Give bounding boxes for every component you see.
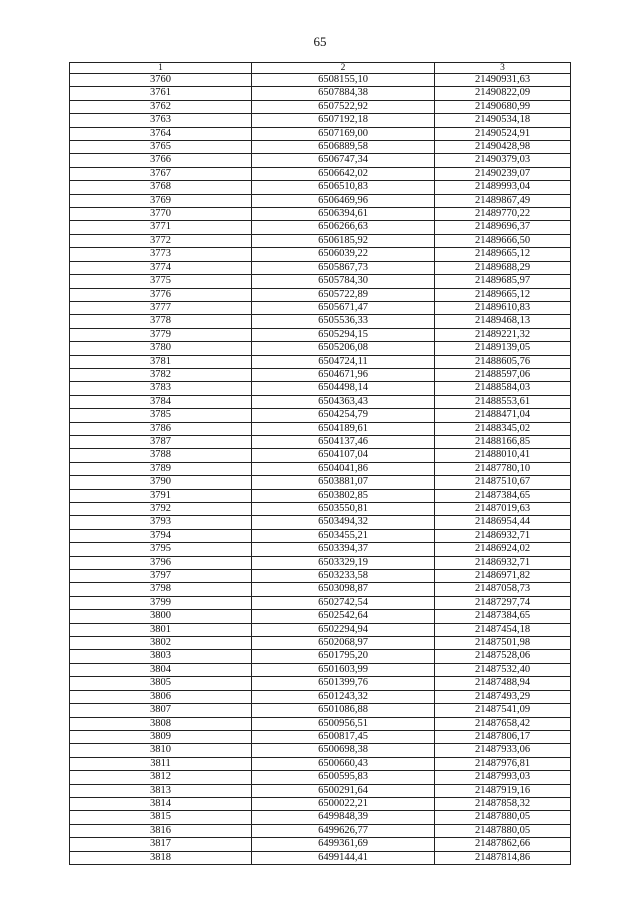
- point-number-cell: 3812: [70, 771, 252, 784]
- x-coordinate-cell: 6505536,33: [252, 315, 435, 328]
- table-row: [70, 677, 571, 690]
- table-row: [70, 355, 571, 368]
- x-coordinate-cell: 6506469,96: [252, 194, 435, 207]
- y-coordinate-cell: 21487862,66: [435, 838, 571, 851]
- x-coordinate-cell: 6506642,02: [252, 167, 435, 180]
- y-coordinate-cell: 21487384,65: [435, 489, 571, 502]
- y-coordinate-cell: 21488584,03: [435, 382, 571, 395]
- x-coordinate-cell: 6502742,54: [252, 596, 435, 609]
- y-coordinate-cell: 21489685,97: [435, 275, 571, 288]
- point-number-cell: 3794: [70, 529, 252, 542]
- y-coordinate-cell: 21487919,16: [435, 784, 571, 797]
- point-number-cell: 3813: [70, 784, 252, 797]
- point-number-cell: 3803: [70, 650, 252, 663]
- x-coordinate-cell: 6505784,30: [252, 275, 435, 288]
- point-number-cell: 3787: [70, 435, 252, 448]
- table-row: [70, 637, 571, 650]
- table-row: [70, 288, 571, 301]
- table-row: [70, 529, 571, 542]
- x-coordinate-cell: 6504498,14: [252, 382, 435, 395]
- y-coordinate-cell: 21490428,98: [435, 141, 571, 154]
- table-row: [70, 476, 571, 489]
- table-row: [70, 690, 571, 703]
- x-coordinate-cell: 6503329,19: [252, 556, 435, 569]
- point-number-cell: 3780: [70, 342, 252, 355]
- x-coordinate-cell: 6508155,10: [252, 74, 435, 87]
- table-row: [70, 100, 571, 113]
- point-number-cell: 3774: [70, 261, 252, 274]
- table-row: [70, 127, 571, 140]
- x-coordinate-cell: 6505294,15: [252, 328, 435, 341]
- x-coordinate-cell: 6507192,18: [252, 114, 435, 127]
- table-row: [70, 328, 571, 341]
- table-row: [70, 851, 571, 864]
- point-number-cell: 3797: [70, 570, 252, 583]
- x-coordinate-cell: 6504107,04: [252, 449, 435, 462]
- y-coordinate-cell: 21487858,32: [435, 797, 571, 810]
- y-coordinate-cell: 21486954,44: [435, 516, 571, 529]
- point-number-cell: 3785: [70, 409, 252, 422]
- column-header-1: 1: [70, 63, 252, 74]
- table-row: [70, 489, 571, 502]
- y-coordinate-cell: 21487880,05: [435, 824, 571, 837]
- x-coordinate-cell: 6507884,38: [252, 87, 435, 100]
- y-coordinate-cell: 21488553,61: [435, 395, 571, 408]
- x-coordinate-cell: 6500817,45: [252, 730, 435, 743]
- point-number-cell: 3767: [70, 167, 252, 180]
- table-row: [70, 342, 571, 355]
- y-coordinate-cell: 21486932,71: [435, 529, 571, 542]
- y-coordinate-cell: 21490379,03: [435, 154, 571, 167]
- table-row: [70, 650, 571, 663]
- table-row: [70, 141, 571, 154]
- table-row: [70, 194, 571, 207]
- table-row: [70, 275, 571, 288]
- table-row: [70, 610, 571, 623]
- table-row: [70, 516, 571, 529]
- y-coordinate-cell: 21489867,49: [435, 194, 571, 207]
- table-row: [70, 838, 571, 851]
- table-row: [70, 717, 571, 730]
- point-number-cell: 3818: [70, 851, 252, 864]
- table-row: [70, 261, 571, 274]
- point-number-cell: 3791: [70, 489, 252, 502]
- point-number-cell: 3793: [70, 516, 252, 529]
- x-coordinate-cell: 6500698,38: [252, 744, 435, 757]
- point-number-cell: 3771: [70, 221, 252, 234]
- y-coordinate-cell: 21487933,06: [435, 744, 571, 757]
- point-number-cell: 3772: [70, 234, 252, 247]
- point-number-cell: 3788: [70, 449, 252, 462]
- y-coordinate-cell: 21489468,13: [435, 315, 571, 328]
- x-coordinate-cell: 6506394,61: [252, 208, 435, 221]
- point-number-cell: 3763: [70, 114, 252, 127]
- point-number-cell: 3773: [70, 248, 252, 261]
- point-number-cell: 3796: [70, 556, 252, 569]
- point-number-cell: 3790: [70, 476, 252, 489]
- x-coordinate-cell: 6505722,89: [252, 288, 435, 301]
- y-coordinate-cell: 21489688,29: [435, 261, 571, 274]
- y-coordinate-cell: 21487976,81: [435, 757, 571, 770]
- point-number-cell: 3809: [70, 730, 252, 743]
- y-coordinate-cell: 21489610,83: [435, 301, 571, 314]
- table-row: [70, 409, 571, 422]
- y-coordinate-cell: 21487501,98: [435, 637, 571, 650]
- table-row: [70, 114, 571, 127]
- x-coordinate-cell: 6506889,58: [252, 141, 435, 154]
- table-row: [70, 87, 571, 100]
- y-coordinate-cell: 21487488,94: [435, 677, 571, 690]
- x-coordinate-cell: 6504363,43: [252, 395, 435, 408]
- x-coordinate-cell: 6499144,41: [252, 851, 435, 864]
- x-coordinate-cell: 6506747,34: [252, 154, 435, 167]
- y-coordinate-cell: 21489666,50: [435, 234, 571, 247]
- x-coordinate-cell: 6503394,37: [252, 543, 435, 556]
- table-row: [70, 797, 571, 810]
- y-coordinate-cell: 21487880,05: [435, 811, 571, 824]
- table-row: [70, 744, 571, 757]
- point-number-cell: 3798: [70, 583, 252, 596]
- table-row: [70, 556, 571, 569]
- x-coordinate-cell: 6501086,88: [252, 704, 435, 717]
- point-number-cell: 3804: [70, 663, 252, 676]
- y-coordinate-cell: 21487532,40: [435, 663, 571, 676]
- table-row: [70, 771, 571, 784]
- table-row: [70, 543, 571, 556]
- y-coordinate-cell: 21489221,32: [435, 328, 571, 341]
- point-number-cell: 3778: [70, 315, 252, 328]
- y-coordinate-cell: 21487454,18: [435, 623, 571, 636]
- x-coordinate-cell: 6499626,77: [252, 824, 435, 837]
- x-coordinate-cell: 6506510,83: [252, 181, 435, 194]
- x-coordinate-cell: 6505671,47: [252, 301, 435, 314]
- y-coordinate-cell: 21488010,41: [435, 449, 571, 462]
- x-coordinate-cell: 6503098,87: [252, 583, 435, 596]
- table-row: [70, 811, 571, 824]
- x-coordinate-cell: 6505206,08: [252, 342, 435, 355]
- y-coordinate-cell: 21490239,07: [435, 167, 571, 180]
- x-coordinate-cell: 6501243,32: [252, 690, 435, 703]
- table-row: [70, 596, 571, 609]
- x-coordinate-cell: 6499848,39: [252, 811, 435, 824]
- x-coordinate-cell: 6504671,96: [252, 368, 435, 381]
- table-row: [70, 74, 571, 87]
- x-coordinate-cell: 6504041,86: [252, 462, 435, 475]
- y-coordinate-cell: 21487510,67: [435, 476, 571, 489]
- point-number-cell: 3777: [70, 301, 252, 314]
- point-number-cell: 3781: [70, 355, 252, 368]
- y-coordinate-cell: 21487658,42: [435, 717, 571, 730]
- x-coordinate-cell: 6502294,94: [252, 623, 435, 636]
- page-number: 65: [313, 34, 327, 49]
- x-coordinate-cell: 6502542,64: [252, 610, 435, 623]
- y-coordinate-cell: 21489696,37: [435, 221, 571, 234]
- table-row: [70, 462, 571, 475]
- table-row: [70, 315, 571, 328]
- point-number-cell: 3762: [70, 100, 252, 113]
- x-coordinate-cell: 6500022,21: [252, 797, 435, 810]
- table-row: [70, 824, 571, 837]
- y-coordinate-cell: 21490524,91: [435, 127, 571, 140]
- point-number-cell: 3786: [70, 422, 252, 435]
- y-coordinate-cell: 21487541,09: [435, 704, 571, 717]
- table-row: [70, 301, 571, 314]
- y-coordinate-cell: 21490534,18: [435, 114, 571, 127]
- coordinates-table: [69, 62, 571, 865]
- y-coordinate-cell: 21488471,04: [435, 409, 571, 422]
- point-number-cell: 3805: [70, 677, 252, 690]
- y-coordinate-cell: 21489665,12: [435, 288, 571, 301]
- x-coordinate-cell: 6501399,76: [252, 677, 435, 690]
- point-number-cell: 3779: [70, 328, 252, 341]
- point-number-cell: 3768: [70, 181, 252, 194]
- x-coordinate-cell: 6507522,92: [252, 100, 435, 113]
- point-number-cell: 3784: [70, 395, 252, 408]
- x-coordinate-cell: 6505867,73: [252, 261, 435, 274]
- table-row: [70, 623, 571, 636]
- y-coordinate-cell: 21489139,05: [435, 342, 571, 355]
- table-row: [70, 154, 571, 167]
- table-row: [70, 167, 571, 180]
- x-coordinate-cell: 6507169,00: [252, 127, 435, 140]
- point-number-cell: 3795: [70, 543, 252, 556]
- y-coordinate-cell: 21486971,82: [435, 570, 571, 583]
- y-coordinate-cell: 21490822,09: [435, 87, 571, 100]
- y-coordinate-cell: 21487384,65: [435, 610, 571, 623]
- point-number-cell: 3769: [70, 194, 252, 207]
- point-number-cell: 3817: [70, 838, 252, 851]
- point-number-cell: 3815: [70, 811, 252, 824]
- y-coordinate-cell: 21486924,02: [435, 543, 571, 556]
- y-coordinate-cell: 21487058,73: [435, 583, 571, 596]
- y-coordinate-cell: 21487806,17: [435, 730, 571, 743]
- point-number-cell: 3764: [70, 127, 252, 140]
- table-header-row: [70, 63, 571, 74]
- point-number-cell: 3810: [70, 744, 252, 757]
- y-coordinate-cell: 21487528,06: [435, 650, 571, 663]
- point-number-cell: 3761: [70, 87, 252, 100]
- point-number-cell: 3807: [70, 704, 252, 717]
- table-row: [70, 208, 571, 221]
- x-coordinate-cell: 6503550,81: [252, 503, 435, 516]
- point-number-cell: 3806: [70, 690, 252, 703]
- table-row: [70, 570, 571, 583]
- point-number-cell: 3816: [70, 824, 252, 837]
- table-row: [70, 422, 571, 435]
- y-coordinate-cell: 21488597,06: [435, 368, 571, 381]
- point-number-cell: 3814: [70, 797, 252, 810]
- y-coordinate-cell: 21487780,10: [435, 462, 571, 475]
- x-coordinate-cell: 6501603,99: [252, 663, 435, 676]
- point-number-cell: 3765: [70, 141, 252, 154]
- point-number-cell: 3775: [70, 275, 252, 288]
- table-row: [70, 704, 571, 717]
- point-number-cell: 3802: [70, 637, 252, 650]
- x-coordinate-cell: 6500956,51: [252, 717, 435, 730]
- point-number-cell: 3811: [70, 757, 252, 770]
- y-coordinate-cell: 21486932,71: [435, 556, 571, 569]
- y-coordinate-cell: 21487019,63: [435, 503, 571, 516]
- x-coordinate-cell: 6504724,11: [252, 355, 435, 368]
- table-row: [70, 221, 571, 234]
- y-coordinate-cell: 21489665,12: [435, 248, 571, 261]
- y-coordinate-cell: 21488345,02: [435, 422, 571, 435]
- table-row: [70, 503, 571, 516]
- table-row: [70, 663, 571, 676]
- table-row: [70, 757, 571, 770]
- y-coordinate-cell: 21490931,63: [435, 74, 571, 87]
- y-coordinate-cell: 21489993,04: [435, 181, 571, 194]
- table-row: [70, 784, 571, 797]
- point-number-cell: 3766: [70, 154, 252, 167]
- point-number-cell: 3770: [70, 208, 252, 221]
- table-row: [70, 583, 571, 596]
- x-coordinate-cell: 6506039,22: [252, 248, 435, 261]
- x-coordinate-cell: 6503455,21: [252, 529, 435, 542]
- table-row: [70, 435, 571, 448]
- x-coordinate-cell: 6500595,83: [252, 771, 435, 784]
- y-coordinate-cell: 21487493,29: [435, 690, 571, 703]
- table-row: [70, 730, 571, 743]
- point-number-cell: 3760: [70, 74, 252, 87]
- y-coordinate-cell: 21488166,85: [435, 435, 571, 448]
- x-coordinate-cell: 6503233,58: [252, 570, 435, 583]
- y-coordinate-cell: 21487993,03: [435, 771, 571, 784]
- x-coordinate-cell: 6504189,61: [252, 422, 435, 435]
- x-coordinate-cell: 6504254,79: [252, 409, 435, 422]
- table-row: [70, 449, 571, 462]
- point-number-cell: 3792: [70, 503, 252, 516]
- x-coordinate-cell: 6503881,07: [252, 476, 435, 489]
- point-number-cell: 3776: [70, 288, 252, 301]
- x-coordinate-cell: 6500291,64: [252, 784, 435, 797]
- point-number-cell: 3801: [70, 623, 252, 636]
- x-coordinate-cell: 6501795,20: [252, 650, 435, 663]
- y-coordinate-cell: 21490680,99: [435, 100, 571, 113]
- point-number-cell: 3789: [70, 462, 252, 475]
- x-coordinate-cell: 6506266,63: [252, 221, 435, 234]
- table-row: [70, 395, 571, 408]
- table-row: [70, 234, 571, 247]
- column-header-2: 2: [252, 63, 435, 74]
- x-coordinate-cell: 6506185,92: [252, 234, 435, 247]
- x-coordinate-cell: 6500660,43: [252, 757, 435, 770]
- point-number-cell: 3783: [70, 382, 252, 395]
- point-number-cell: 3808: [70, 717, 252, 730]
- table-row: [70, 368, 571, 381]
- x-coordinate-cell: 6503802,85: [252, 489, 435, 502]
- y-coordinate-cell: 21487814,86: [435, 851, 571, 864]
- x-coordinate-cell: 6499361,69: [252, 838, 435, 851]
- point-number-cell: 3799: [70, 596, 252, 609]
- y-coordinate-cell: 21487297,74: [435, 596, 571, 609]
- x-coordinate-cell: 6502068,97: [252, 637, 435, 650]
- column-header-3: 3: [435, 63, 571, 74]
- y-coordinate-cell: 21489770,22: [435, 208, 571, 221]
- table-row: [70, 248, 571, 261]
- point-number-cell: 3800: [70, 610, 252, 623]
- point-number-cell: 3782: [70, 368, 252, 381]
- x-coordinate-cell: 6503494,32: [252, 516, 435, 529]
- x-coordinate-cell: 6504137,46: [252, 435, 435, 448]
- table-row: [70, 382, 571, 395]
- y-coordinate-cell: 21488605,76: [435, 355, 571, 368]
- table-row: [70, 181, 571, 194]
